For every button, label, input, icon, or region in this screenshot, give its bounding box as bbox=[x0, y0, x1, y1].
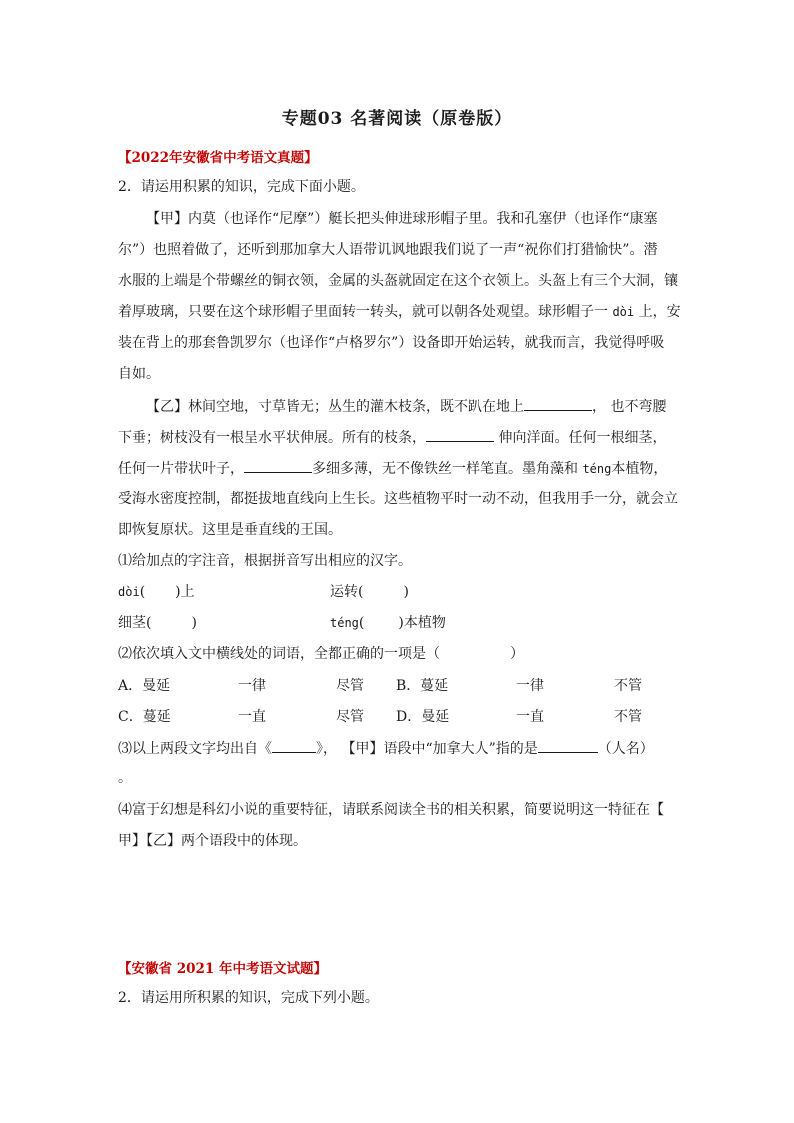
question-4: ⑷富于幻想是科幻小说的重要特征，请联系阅读全书的相关积累，简要说明这一特征在【 bbox=[118, 802, 664, 818]
option-c-letter[interactable]: C．蔓延 bbox=[118, 709, 171, 725]
option-d-word2: 一直 bbox=[516, 709, 544, 725]
page-title: 专题03 名著阅读（原卷版） bbox=[281, 109, 513, 129]
option-c-word3: 尽管 bbox=[336, 709, 364, 725]
passage-jia-line: 【甲】内莫（也译作“尼摩”）艇长把头伸进球形帽子里。我和孔塞伊（也译作“康塞 bbox=[146, 211, 658, 227]
answer-blank[interactable] bbox=[538, 738, 598, 753]
section-label-2022: 【2022年安徽省中考语文真题】 bbox=[118, 150, 318, 166]
pinyin-doi: dòi bbox=[612, 305, 635, 319]
option-d-word3: 不管 bbox=[614, 709, 642, 725]
question-4: 甲】【乙】两个语段中的体现。 bbox=[118, 833, 307, 849]
q1-item-yunzhuan: 运转( ) bbox=[330, 584, 409, 600]
passage-yi-line: 受海水密度控制，都挺拔地直线向上生长。这些植物平时一动不动，但我用手一分，就会立 bbox=[118, 491, 678, 507]
question-1: ⑴给加点的字注音，根据拼音写出相应的汉字。 bbox=[118, 553, 412, 569]
option-a-word3: 尽管 bbox=[336, 678, 364, 694]
q1-item-xijing: 细茎( ) bbox=[118, 615, 197, 631]
passage-jia-line: 尔”）也照着做了，还听到那加拿大人语带讥讽地跟我们说了一声“祝你们打猎愉快”。潜 bbox=[118, 242, 658, 258]
question-2: ⑵依次填入文中横线处的词语，全都正确的一项是（ ） bbox=[118, 646, 524, 662]
option-b-word3: 不管 bbox=[614, 678, 642, 694]
question-3-end: 。 bbox=[118, 770, 132, 786]
section-label-2021: 【安徽省 2021 年中考语文试题】 bbox=[118, 961, 327, 977]
answer-blank[interactable] bbox=[244, 458, 312, 473]
question-intro: 2．请运用积累的知识，完成下面小题。 bbox=[118, 179, 365, 195]
passage-jia-line: 水服的上端是个带螺丝的铜衣领，金属的头盔就固定在这个衣领上。头盔上有三个大洞，镶 bbox=[118, 273, 678, 289]
option-a-letter[interactable]: A．曼延 bbox=[118, 678, 171, 694]
passage-yi-line: 即恢复原状。这里是垂直线的王国。 bbox=[118, 522, 342, 538]
passage-yi-line: 【乙】林间空地，寸草皆无；丛生的灌木枝条，既不趴在地上 ， 也不弯腰 bbox=[146, 396, 666, 417]
passage-jia-line: 着厚玻璃，只要在这个球形帽子里面转一转头，就可以朝各处观望。球形帽子一 dòi 上，安 bbox=[118, 304, 681, 320]
pinyin-teng: téng bbox=[582, 462, 612, 476]
answer-blank[interactable] bbox=[524, 396, 592, 411]
passage-jia-line: 自如。 bbox=[118, 366, 160, 382]
question-intro: 2．请运用所积累的知识，完成下列小题。 bbox=[118, 990, 379, 1006]
option-a-word2: 一律 bbox=[238, 678, 266, 694]
answer-blank[interactable] bbox=[426, 427, 494, 442]
q1-item-teng: téng( )本植物 bbox=[330, 615, 446, 631]
option-b-word2: 一律 bbox=[516, 678, 544, 694]
option-d-letter[interactable]: D．曼延 bbox=[396, 709, 450, 725]
passage-jia-line: 装在背上的那套鲁凯罗尔（也译作“卢格罗尔”）设备即开始运转，就我而言，我觉得呼吸 bbox=[118, 335, 665, 351]
passage-yi-line: 下垂；树枝没有一根呈水平状伸展。所有的枝条， 伸向洋面。任何一根细茎， bbox=[118, 427, 666, 448]
question-3: ⑶以上两段文字均出自《 》， 【甲】语段中“加拿大人”指的是 （人名） bbox=[118, 738, 654, 759]
passage-yi-line: 任何一片带状叶子， 多细多薄，无不像铁丝一样笔直。墨角藻和 téng本植物， bbox=[118, 458, 667, 479]
q1-item-doi: dòi( )上 bbox=[118, 584, 195, 600]
option-b-letter[interactable]: B．蔓延 bbox=[396, 678, 449, 694]
option-c-word2: 一直 bbox=[238, 709, 266, 725]
answer-blank[interactable] bbox=[272, 738, 316, 753]
